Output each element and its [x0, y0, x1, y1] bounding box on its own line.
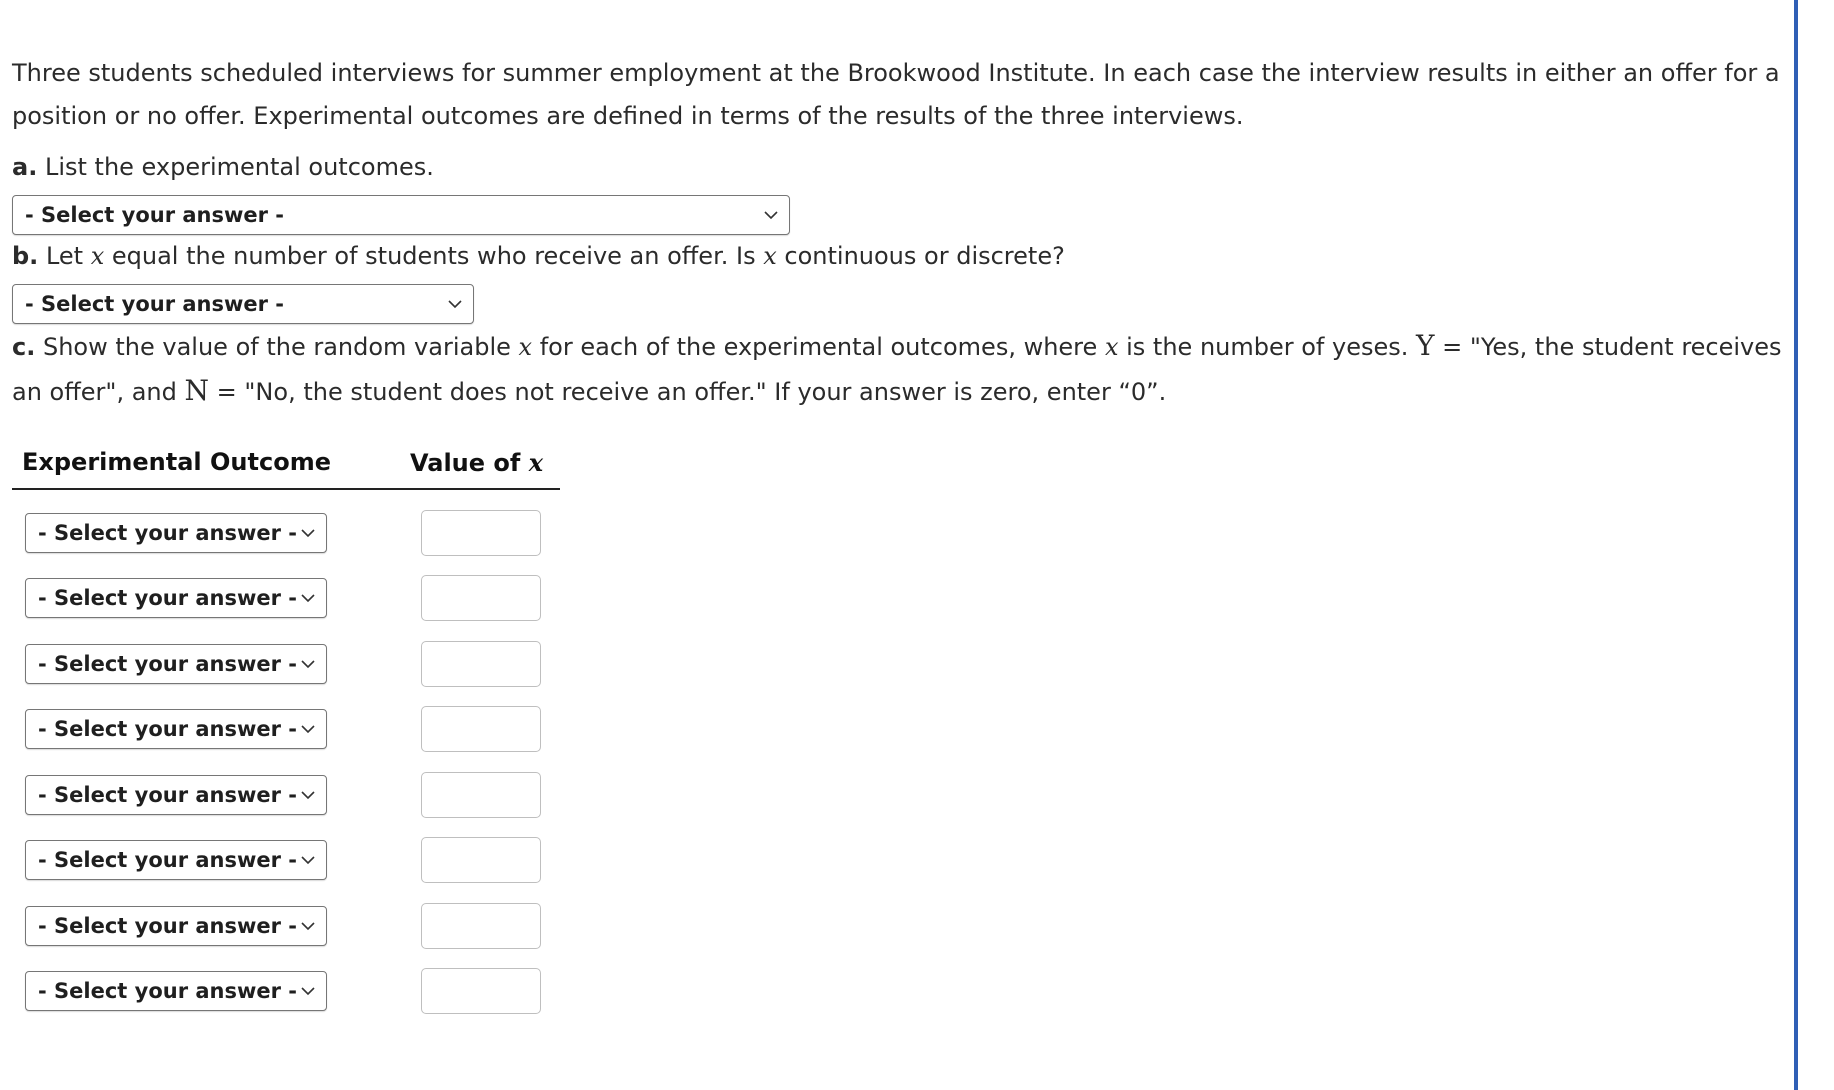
outcome-select[interactable]	[25, 775, 327, 815]
outcome-select-value: - Select your answer -	[38, 782, 298, 807]
part-c-text-3: is the number of yeses.	[1126, 333, 1409, 361]
outcome-select[interactable]	[25, 840, 327, 880]
chevron-down-icon	[300, 525, 316, 541]
outcome-select[interactable]	[25, 513, 327, 553]
var-x: x	[528, 447, 544, 477]
outcome-select-value: - Select your answer -	[38, 520, 298, 545]
outcome-table-header	[12, 436, 560, 490]
chevron-down-icon	[300, 852, 316, 868]
part-a-text: List the experimental outcomes.	[44, 153, 434, 181]
outcome-select-value: - Select your answer -	[38, 717, 298, 742]
part-b-text-3: continuous or discrete?	[784, 242, 1065, 270]
part-a-letter: a.	[12, 153, 38, 181]
part-a-prompt	[12, 146, 1792, 189]
outcome-select[interactable]	[25, 709, 327, 749]
value-input[interactable]	[421, 837, 541, 883]
question-content	[12, 52, 1792, 1024]
symbol-n: N	[184, 374, 209, 407]
part-a-select-value: - Select your answer -	[25, 203, 285, 227]
part-c-letter: c.	[12, 333, 36, 361]
outcome-table-body	[12, 500, 1792, 1024]
outcome-select[interactable]	[25, 644, 327, 684]
part-b-text-1: Let	[45, 242, 84, 270]
table-row	[12, 893, 1792, 959]
part-c-text-2: for each of the experimental outcomes, where	[539, 333, 1098, 361]
chevron-down-icon	[300, 721, 316, 737]
var-x: x	[90, 242, 105, 270]
content-right-border	[1794, 0, 1798, 1090]
part-b-select[interactable]	[12, 284, 474, 324]
outcome-select[interactable]	[25, 578, 327, 618]
chevron-down-icon	[300, 590, 316, 606]
part-a-select[interactable]	[12, 195, 790, 235]
table-row	[12, 828, 1792, 894]
chevron-down-icon	[300, 918, 316, 934]
part-c-text-5: "No, the student does not receive an offer." If your answer is zero, enter “0”.	[244, 378, 1167, 406]
table-row	[12, 500, 1792, 566]
var-x: x	[763, 242, 777, 270]
outcome-select[interactable]	[25, 971, 327, 1011]
col-header-value-label: Value of	[410, 448, 521, 477]
table-row	[12, 631, 1792, 697]
part-c-prompt	[12, 324, 1792, 414]
col-header-outcome: Experimental Outcome	[22, 448, 331, 476]
chevron-down-icon	[763, 207, 779, 223]
part-b-select-value: - Select your answer -	[25, 292, 285, 316]
chevron-down-icon	[300, 983, 316, 999]
chevron-down-icon	[300, 656, 316, 672]
value-input[interactable]	[421, 510, 541, 556]
question-intro: Three students scheduled interviews for summer employment at the Brookwood Institute. In each case the interview results in either an offer for a position or no offer. Experimental outcomes are defined in terms of the results of the three interviews.	[12, 59, 1780, 130]
outcome-select-value: - Select your answer -	[38, 586, 298, 611]
chevron-down-icon	[447, 296, 463, 312]
outcome-select[interactable]	[25, 906, 327, 946]
outcome-select-value: - Select your answer -	[38, 979, 298, 1004]
value-input[interactable]	[421, 575, 541, 621]
var-x: x	[1104, 333, 1119, 361]
value-input[interactable]	[421, 903, 541, 949]
part-c-text-4: "Yes, the student receives an offer", and	[12, 333, 1782, 406]
var-x: x	[518, 333, 533, 361]
part-b-text-2: equal the number of students who receive an offer. Is	[111, 242, 756, 270]
outcome-select-value: - Select your answer -	[38, 651, 298, 676]
equals-sign: =	[1442, 333, 1463, 361]
outcome-select-value: - Select your answer -	[38, 848, 298, 873]
value-input[interactable]	[421, 706, 541, 752]
part-b-letter: b.	[12, 242, 39, 270]
part-b-prompt	[12, 235, 1792, 278]
part-c-text-1: Show the value of the random variable	[42, 333, 511, 361]
value-input[interactable]	[421, 772, 541, 818]
value-input[interactable]	[421, 641, 541, 687]
equals-sign: =	[216, 378, 237, 406]
symbol-y: Y	[1416, 329, 1435, 362]
table-row	[12, 762, 1792, 828]
table-row	[12, 697, 1792, 763]
value-input[interactable]	[421, 968, 541, 1014]
chevron-down-icon	[300, 787, 316, 803]
col-header-value	[410, 448, 560, 477]
table-row	[12, 959, 1792, 1025]
outcome-select-value: - Select your answer -	[38, 913, 298, 938]
table-row	[12, 566, 1792, 632]
